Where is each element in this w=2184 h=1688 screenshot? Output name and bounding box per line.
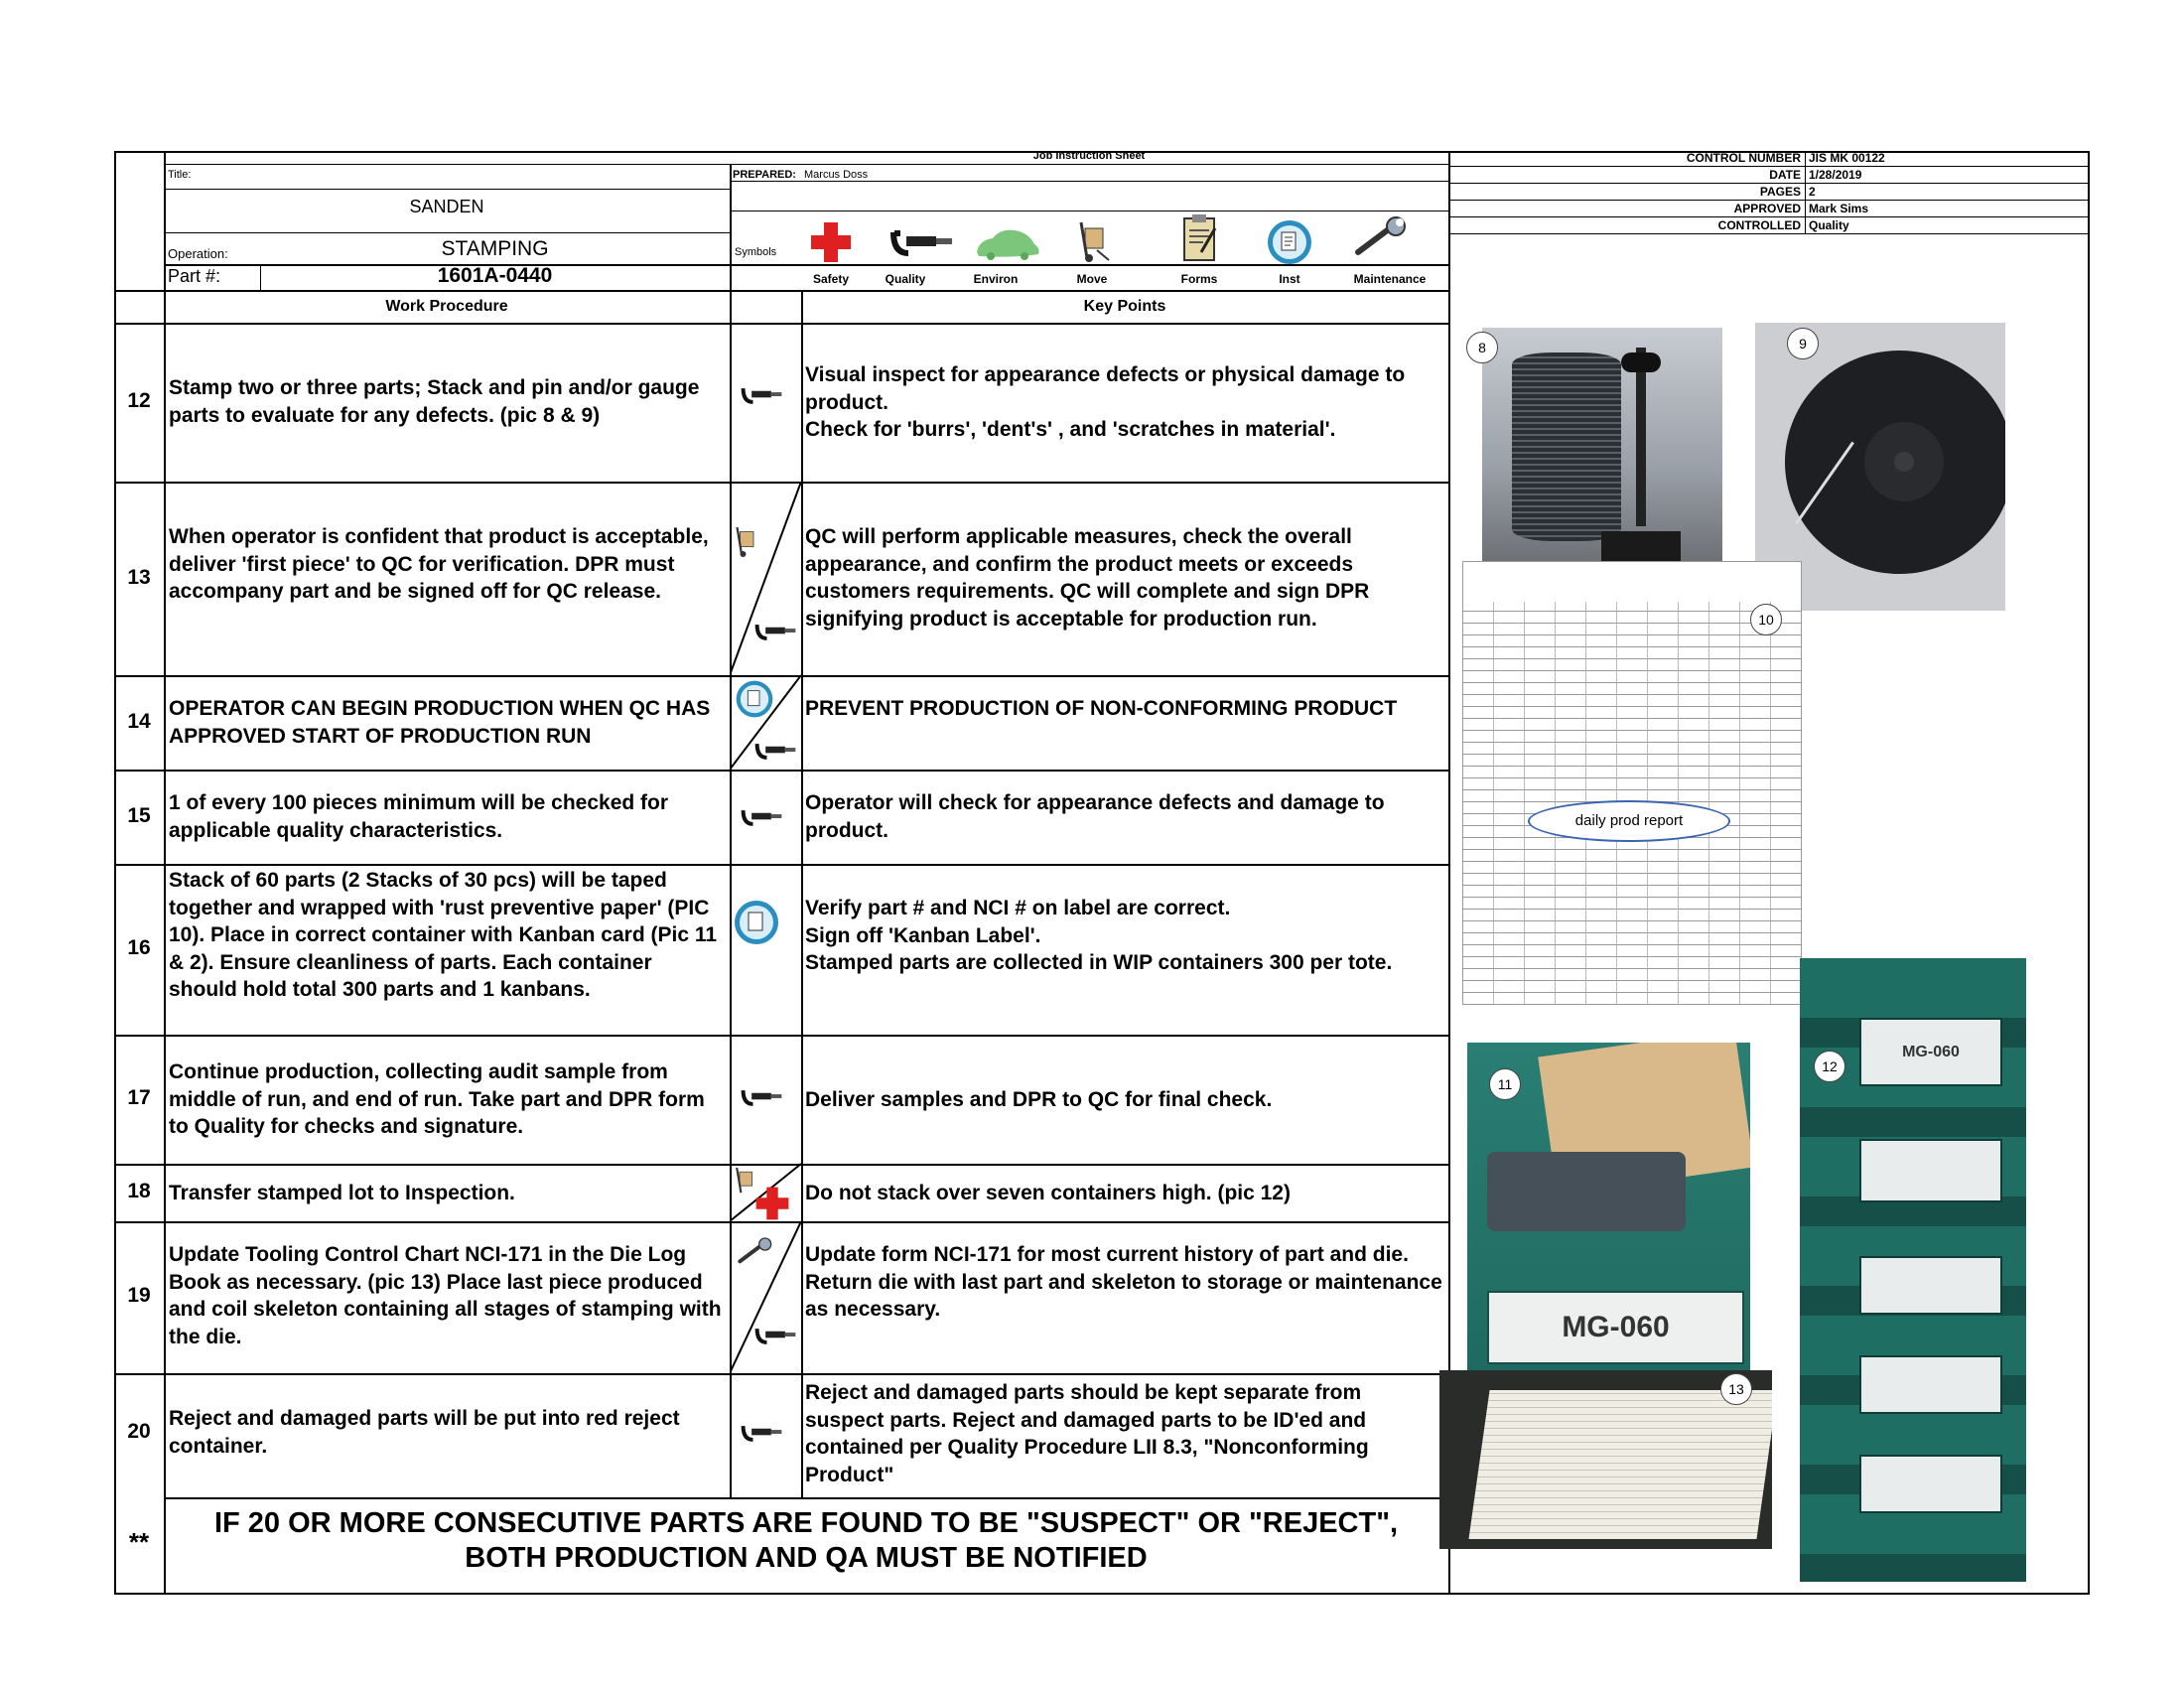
inst-icon [733, 899, 780, 951]
approved-value: Mark Sims [1809, 202, 1869, 215]
step-procedure: Transfer stamped lot to Inspection. [169, 1182, 515, 1204]
photo-number-badge: 13 [1720, 1373, 1752, 1405]
step-number: 15 [127, 804, 151, 827]
controlled-label: CONTROLLED [1717, 218, 1801, 232]
pages-value: 2 [1809, 185, 1816, 199]
operation-value: STAMPING [441, 237, 549, 260]
operation-label: Operation: [168, 246, 228, 261]
part-number: 1601A-0440 [437, 264, 553, 287]
quality-icon [739, 1086, 784, 1115]
green-car-icon [973, 224, 1042, 269]
date-value: 1/28/2019 [1809, 168, 1862, 182]
approved-label: APPROVED [1733, 202, 1801, 215]
instruction-disc-icon [1266, 218, 1313, 271]
pages-label: PAGES [1759, 185, 1801, 199]
safety-icon [809, 220, 853, 269]
quality-icon [739, 384, 784, 413]
symbol-label-forms: Forms [1180, 272, 1218, 286]
key-points-header: Key Points [1083, 298, 1166, 315]
photo-daily-prod-report-form [1462, 561, 1802, 1005]
footer-marker: ** [128, 1527, 150, 1557]
micrometer-icon [887, 226, 956, 267]
step-number: 19 [127, 1284, 151, 1307]
quality-icon [752, 621, 798, 649]
photo-coil-stack-on-pin [1482, 328, 1722, 562]
step-procedure: Stamp two or three parts; Stack and pin and/or gauge parts to evaluate for any defects. (pic 8 & 9) [169, 376, 700, 427]
step-key-points: PREVENT PRODUCTION OF NON-CONFORMING PRODUCT [805, 697, 1398, 720]
symbol-label-maintenance: Maintenance [1353, 272, 1427, 286]
symbol-label-quality: Quality [885, 272, 926, 286]
quality-icon [739, 1422, 784, 1451]
maintenance-icon [735, 1237, 774, 1272]
sheet-title: Job Instruction Sheet [1032, 150, 1146, 162]
tote-label: MG-060 [1487, 1291, 1744, 1364]
footer-warning-line2: BOTH PRODUCTION AND QA MUST BE NOTIFIED [465, 1542, 1148, 1574]
step-number: 17 [127, 1086, 151, 1109]
step-key-points: Deliver samples and DPR to QC for final check. [805, 1088, 1273, 1111]
step-key-points: Do not stack over seven containers high. (pic 12) [805, 1182, 1291, 1204]
move-icon [733, 524, 762, 565]
step-key-points: Verify part # and NCI # on label are correct. Sign off 'Kanban Label'. Stamped parts are collected in WIP containers 300 per tote. [805, 897, 1393, 974]
step-number: 12 [127, 389, 151, 412]
step-number: 14 [127, 710, 151, 733]
control-number-value: JIS MK 00122 [1809, 151, 1885, 165]
prepared-label: PREPARED: [733, 169, 796, 181]
quality-icon [752, 740, 798, 769]
symbols-label: Symbols [735, 246, 777, 258]
step-procedure: Stack of 60 parts (2 Stacks of 30 pcs) will be taped together and wrapped with 'rust preventive paper' (PIC 10). Place in correct container with Kanban card (Pic 11 & 2). Ensure cleanliness of parts. Each container should hold total 300 parts and 1 kanbans. [169, 869, 718, 1001]
photo-number-badge: 12 [1814, 1051, 1845, 1082]
clipboard-icon [1181, 212, 1217, 267]
step-key-points: Visual inspect for appearance defects or physical damage to product. Check for 'burrs', 'dent's' , and 'scratches in material'. [805, 363, 1406, 441]
part-label: Part #: [168, 266, 221, 286]
footer-warning-line1: IF 20 OR MORE CONSECUTIVE PARTS ARE FOUND TO BE "SUSPECT" OR "REJECT", [213, 1507, 1399, 1539]
step-number: 20 [127, 1420, 151, 1443]
step-procedure: Reject and damaged parts will be put into red reject container. [169, 1407, 680, 1458]
quality-icon [752, 1325, 798, 1353]
step-procedure: OPERATOR CAN BEGIN PRODUCTION WHEN QC HAS APPROVED START OF PRODUCTION RUN [169, 697, 711, 748]
company-name: SANDEN [409, 197, 484, 216]
step-procedure: When operator is confident that product is acceptable, deliver 'first piece' to QC for verification. DPR must accompany part and be signed off for QC release. [169, 525, 709, 603]
inst-icon [735, 679, 774, 724]
step-number: 13 [127, 566, 151, 589]
step-number: 16 [127, 936, 151, 959]
step-key-points: Reject and damaged parts should be kept separate from suspect parts. Reject and damaged parts to be ID'ed and contained per Quality Procedure LII 8.3, "Nonconforming Product" [805, 1381, 1369, 1486]
hand-truck-icon [1075, 220, 1115, 269]
quality-icon [739, 806, 784, 835]
wrench-icon [1350, 216, 1410, 265]
step-key-points: Operator will check for appearance defects and damage to product. [805, 791, 1385, 842]
prepared-by: Marcus Doss [804, 169, 869, 181]
symbol-label-move: Move [1076, 272, 1108, 286]
photo-number-badge: 8 [1466, 332, 1498, 363]
symbol-label-inst: Inst [1279, 272, 1300, 286]
symbol-label-environ: Environ [973, 272, 1019, 286]
photo-number-badge: 9 [1787, 328, 1819, 359]
date-label: DATE [1769, 168, 1801, 182]
step-procedure: Update Tooling Control Chart NCI-171 in the Die Log Book as necessary. (pic 13) Place last piece produced and coil skeleton containing all stages of stamping with the die. [169, 1243, 722, 1348]
photo-number-badge: 11 [1489, 1068, 1521, 1100]
form-caption: daily prod report [1528, 800, 1730, 842]
step-procedure: 1 of every 100 pieces minimum will be checked for applicable quality characteristics. [169, 791, 669, 842]
title-label: Title: [168, 169, 192, 181]
tote-label: MG-060 [1859, 1018, 2002, 1086]
control-number-label: CONTROL NUMBER [1686, 151, 1801, 165]
work-procedure-header: Work Procedure [385, 298, 508, 315]
photo-number-badge: 10 [1750, 604, 1782, 635]
safety-icon [754, 1186, 790, 1226]
step-key-points: QC will perform applicable measures, check the overall appearance, and confirm the product meets or exceeds customers requirements. QC will complete and sign DPR signifying product is acceptable for production run. [805, 525, 1370, 631]
step-key-points: Update form NCI-171 for most current history of part and die. Return die with last part and skeleton to storage or maintenance as necessary. [805, 1243, 1442, 1321]
symbol-label-safety: Safety [812, 272, 850, 286]
controlled-value: Quality [1809, 218, 1849, 232]
step-number: 18 [127, 1180, 151, 1202]
step-procedure: Continue production, collecting audit sample from middle of run, and end of run. Take part and DPR form to Quality for checks and signature. [169, 1060, 705, 1138]
